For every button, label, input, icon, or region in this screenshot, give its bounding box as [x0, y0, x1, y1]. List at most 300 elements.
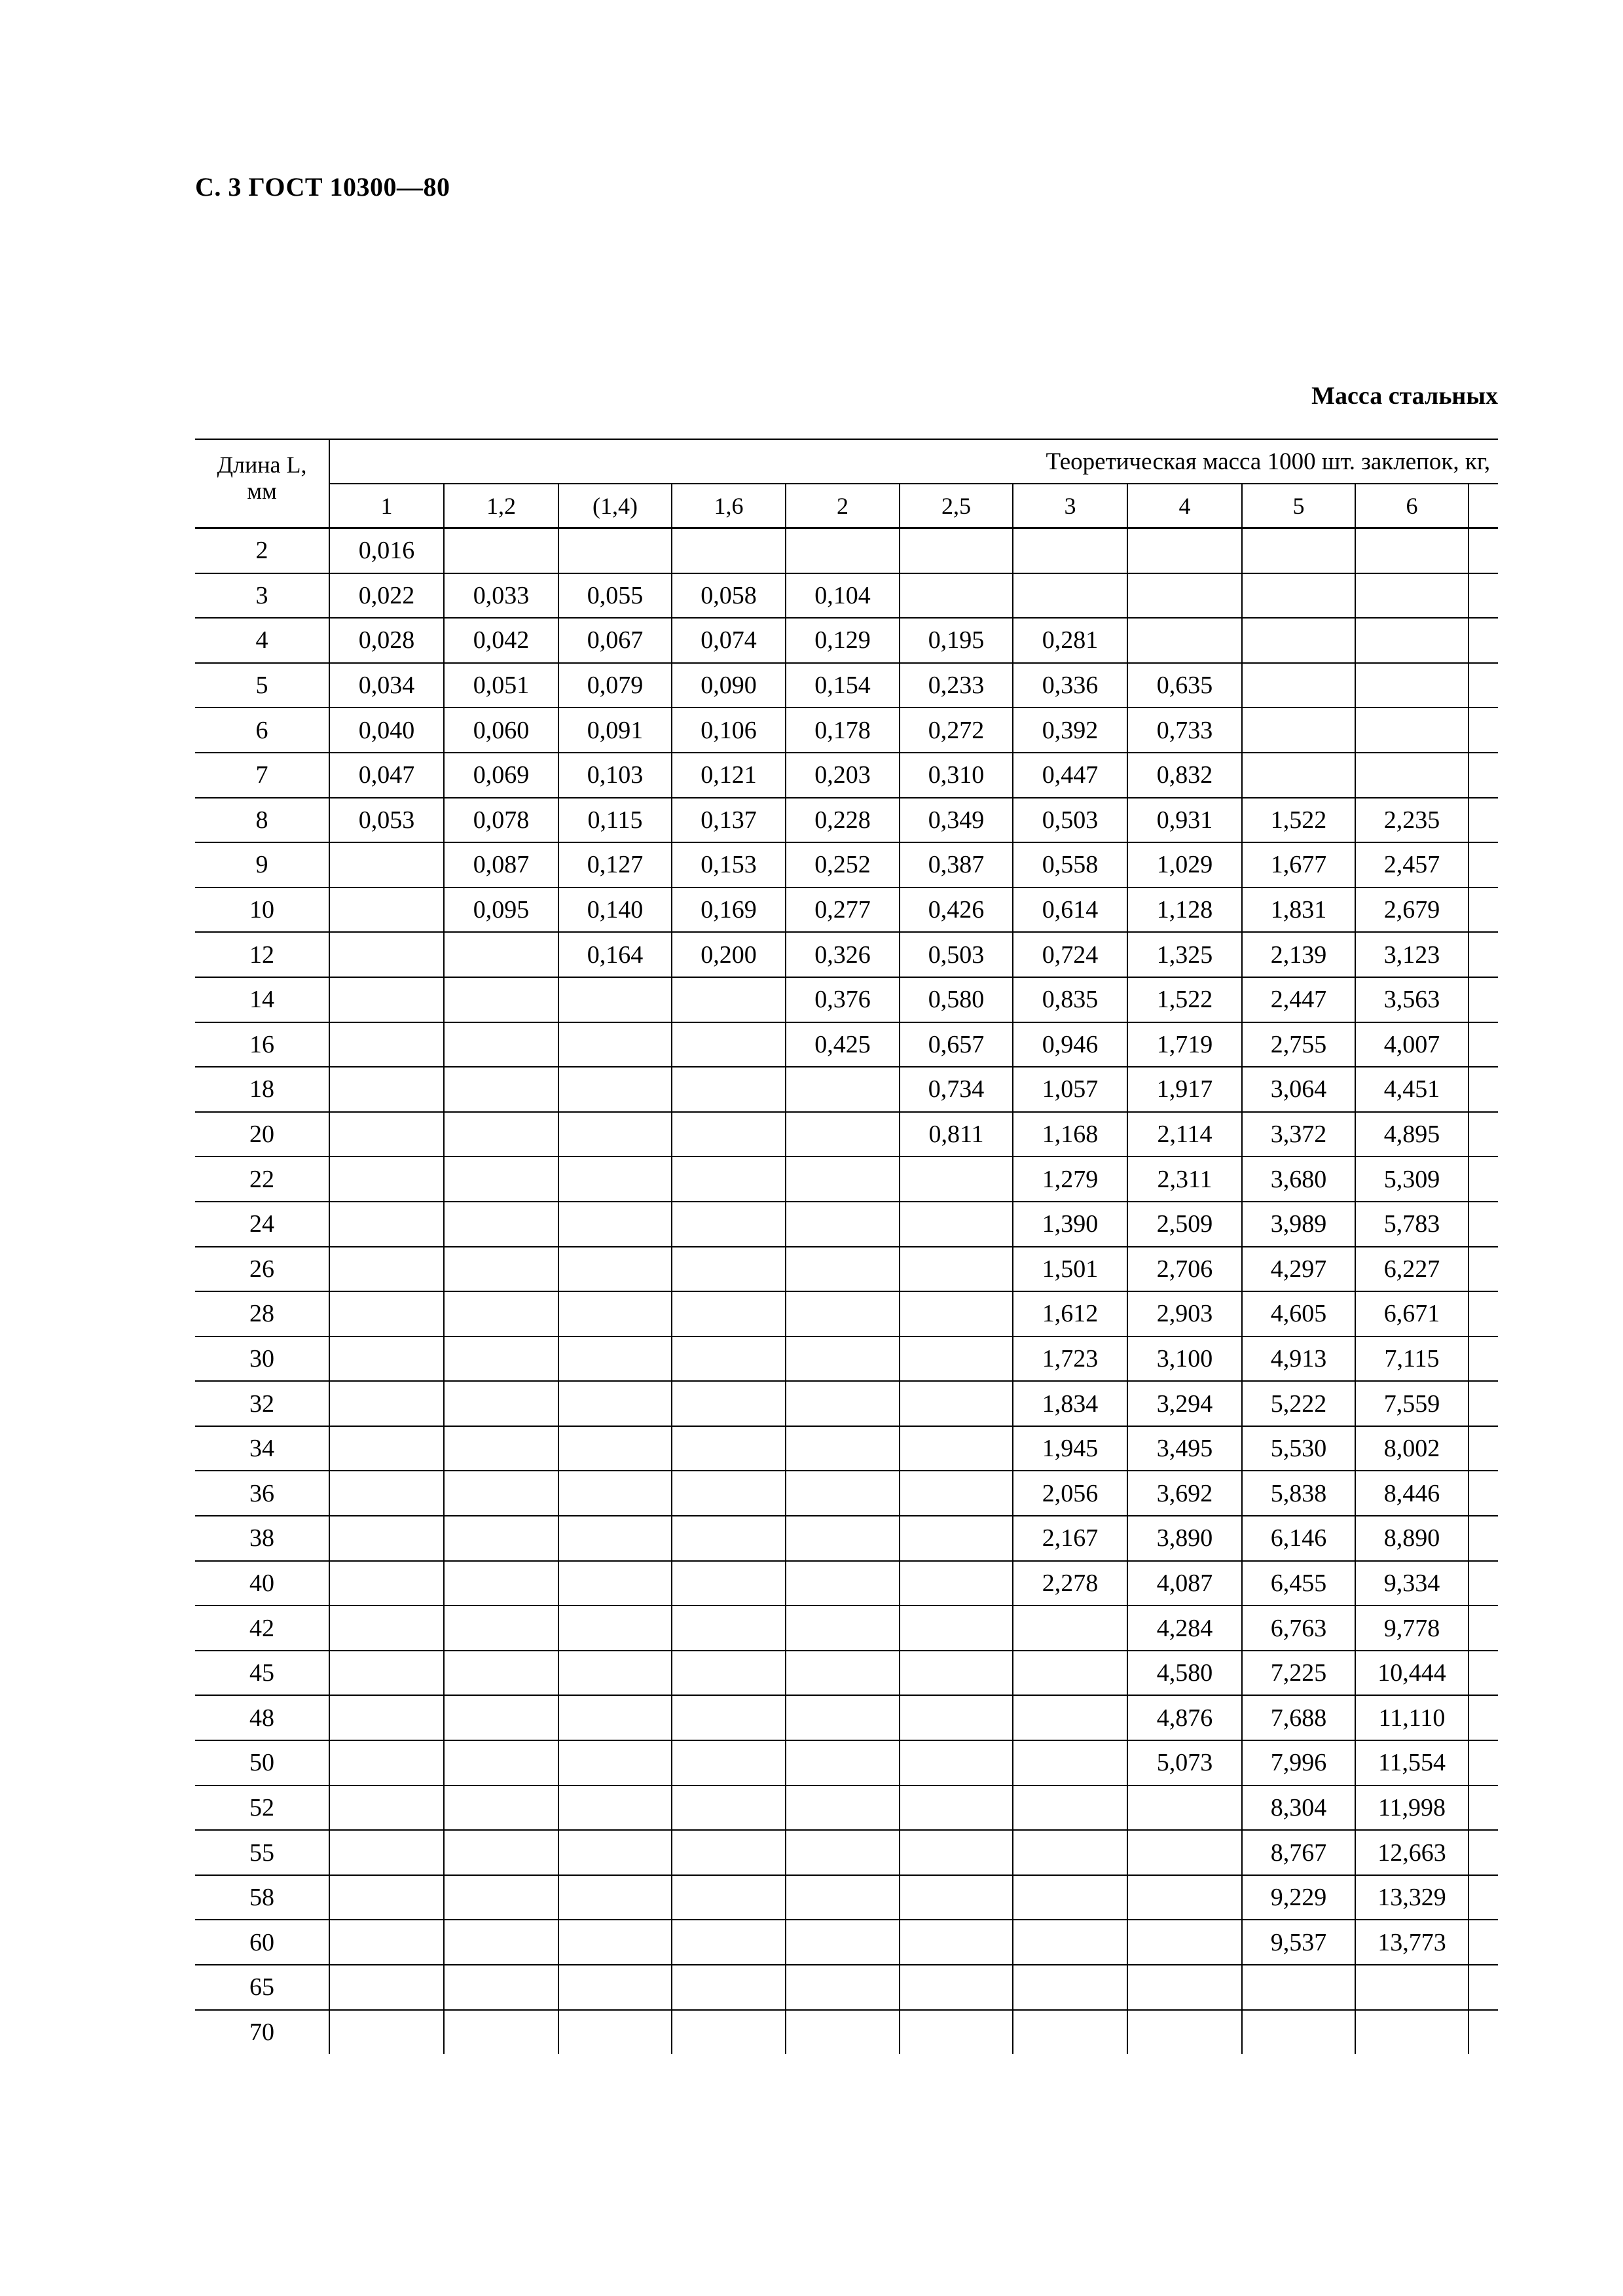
mass-cell: 0,272: [900, 708, 1013, 753]
mass-cell: 0,336: [1013, 663, 1127, 708]
mass-cell: 0,724: [1013, 932, 1127, 977]
mass-cell: [1468, 1022, 1498, 1067]
mass-cell: 8,890: [1355, 1516, 1468, 1561]
mass-cell: [444, 1067, 558, 1112]
mass-cell: 0,040: [329, 708, 444, 753]
mass-cell: [1355, 753, 1468, 798]
length-cell: 5: [195, 663, 329, 708]
mass-cell: [672, 528, 786, 573]
table-row: [195, 618, 1498, 663]
mass-cell: [329, 1381, 444, 1426]
diameter-header-cell: (1,4): [558, 484, 672, 528]
mass-cell: [786, 1651, 900, 1696]
mass-cell: [1013, 573, 1127, 619]
mass-cell: [1468, 1112, 1498, 1157]
mass-cell: 0,931: [1127, 798, 1242, 843]
mass-cell: [329, 1291, 444, 1336]
mass-cell: [1468, 2010, 1498, 2054]
mass-cell: [1127, 1920, 1242, 1965]
mass-cell: [672, 1740, 786, 1785]
mass-cell: 0,153: [672, 842, 786, 888]
length-cell: 48: [195, 1695, 329, 1740]
length-cell: 40: [195, 1561, 329, 1606]
mass-cell: [900, 528, 1013, 573]
mass-cell: [672, 1247, 786, 1292]
mass-cell: 0,074: [672, 618, 786, 663]
mass-cell: [786, 1471, 900, 1516]
mass-cell: [900, 1605, 1013, 1651]
length-cell: 34: [195, 1426, 329, 1471]
mass-cell: 5,530: [1242, 1426, 1355, 1471]
mass-cell: 3,989: [1242, 1202, 1355, 1247]
mass-cell: [1242, 708, 1355, 753]
table-header-row: [195, 439, 1498, 484]
mass-cell: [558, 1605, 672, 1651]
table-row: [195, 1651, 1498, 1696]
length-cell: 36: [195, 1471, 329, 1516]
diameter-header-cell: 1: [329, 484, 444, 528]
mass-cell: [672, 1291, 786, 1336]
mass-cell: 1,390: [1013, 1202, 1127, 1247]
mass-cell: [1013, 1830, 1127, 1875]
mass-cell: [672, 2010, 786, 2054]
mass-cell: [558, 1875, 672, 1920]
mass-cell: [444, 1740, 558, 1785]
mass-cell: [1468, 663, 1498, 708]
mass-cell: [329, 1202, 444, 1247]
mass-cell: [444, 1426, 558, 1471]
mass-cell: [900, 1651, 1013, 1696]
mass-cell: 0,281: [1013, 618, 1127, 663]
length-header-line2: мм: [247, 478, 277, 504]
mass-cell: [1468, 888, 1498, 933]
mass-cell: [558, 1202, 672, 1247]
mass-cell: [900, 1381, 1013, 1426]
mass-cell: [672, 1381, 786, 1426]
mass-cell: [558, 1336, 672, 1382]
mass-cell: 0,503: [900, 932, 1013, 977]
mass-cell: [444, 1785, 558, 1831]
table-row: [195, 1516, 1498, 1561]
mass-cell: [1127, 2010, 1242, 2054]
mass-cell: [1468, 1740, 1498, 1785]
mass-cell: [1468, 573, 1498, 619]
mass-cell: [1468, 1875, 1498, 1920]
mass-cell: [329, 1022, 444, 1067]
mass-cell: [786, 1740, 900, 1785]
table-row: [195, 888, 1498, 933]
mass-cell: 1,719: [1127, 1022, 1242, 1067]
mass-cell: [786, 1247, 900, 1292]
table-row: [195, 1740, 1498, 1785]
mass-cell: [786, 1920, 900, 1965]
mass-cell: [1013, 1965, 1127, 2010]
mass-cell: 11,110: [1355, 1695, 1468, 1740]
mass-cell: 0,203: [786, 753, 900, 798]
mass-cell: 4,876: [1127, 1695, 1242, 1740]
mass-cell: [672, 1426, 786, 1471]
table-row: [195, 1965, 1498, 2010]
mass-cell: 0,033: [444, 573, 558, 619]
length-cell: 50: [195, 1740, 329, 1785]
mass-cell: 4,580: [1127, 1651, 1242, 1696]
mass-cell: [1013, 1785, 1127, 1831]
mass-cell: 1,945: [1013, 1426, 1127, 1471]
mass-cell: 1,128: [1127, 888, 1242, 933]
mass-cell: [672, 1785, 786, 1831]
mass-cell: [1355, 528, 1468, 573]
mass-cell: 5,073: [1127, 1740, 1242, 1785]
mass-cell: [1013, 2010, 1127, 2054]
mass-cell: [444, 977, 558, 1022]
mass-cell: [786, 1381, 900, 1426]
length-cell: 10: [195, 888, 329, 933]
mass-cell: [1013, 1740, 1127, 1785]
diameter-header-cell: 2,5: [900, 484, 1013, 528]
diameter-header-row: [195, 484, 1498, 528]
mass-cell: [444, 1695, 558, 1740]
diameter-header-cell: 1,2: [444, 484, 558, 528]
mass-cell: 1,522: [1127, 977, 1242, 1022]
mass-cell: [672, 1605, 786, 1651]
mass-cell: [329, 977, 444, 1022]
mass-cell: [558, 1022, 672, 1067]
mass-cell: 0,042: [444, 618, 558, 663]
mass-cell: [444, 528, 558, 573]
mass-cell: [1468, 1336, 1498, 1382]
mass-cell: [558, 528, 672, 573]
mass-cell: [1468, 618, 1498, 663]
mass-column-header: Теоретическая масса 1000 шт. заклепок, кг,: [329, 439, 1498, 484]
mass-cell: 0,811: [900, 1112, 1013, 1157]
mass-cell: [786, 1067, 900, 1112]
table-row: [195, 1471, 1498, 1516]
mass-cell: [329, 1740, 444, 1785]
mass-cell: [329, 1067, 444, 1112]
mass-cell: 12,663: [1355, 1830, 1468, 1875]
mass-cell: [329, 1336, 444, 1382]
mass-cell: [900, 1426, 1013, 1471]
mass-cell: 0,252: [786, 842, 900, 888]
mass-cell: [1013, 528, 1127, 573]
mass-cell: [444, 1830, 558, 1875]
mass-cell: 7,688: [1242, 1695, 1355, 1740]
mass-cell: 0,069: [444, 753, 558, 798]
mass-cell: 3,123: [1355, 932, 1468, 977]
mass-cell: 0,091: [558, 708, 672, 753]
mass-cell: [900, 1291, 1013, 1336]
mass-cell: [786, 1516, 900, 1561]
mass-cell: [558, 1291, 672, 1336]
mass-cell: [558, 2010, 672, 2054]
table-row: [195, 1202, 1498, 1247]
length-cell: 2: [195, 528, 329, 573]
mass-cell: [1468, 932, 1498, 977]
length-cell: 8: [195, 798, 329, 843]
mass-cell: 2,447: [1242, 977, 1355, 1022]
table-row: [195, 1426, 1498, 1471]
mass-cell: 5,222: [1242, 1381, 1355, 1426]
mass-cell: 0,832: [1127, 753, 1242, 798]
mass-cell: 0,178: [786, 708, 900, 753]
table-row: [195, 1785, 1498, 1831]
length-cell: 3: [195, 573, 329, 619]
mass-cell: 2,235: [1355, 798, 1468, 843]
mass-cell: [672, 1965, 786, 2010]
mass-cell: [900, 1336, 1013, 1382]
mass-cell: 0,058: [672, 573, 786, 619]
table-row: [195, 842, 1498, 888]
mass-cell: [444, 1561, 558, 1606]
mass-cell: 1,279: [1013, 1157, 1127, 1202]
mass-cell: [444, 1247, 558, 1292]
mass-cell: [672, 1695, 786, 1740]
diameter-header-cell: 4: [1127, 484, 1242, 528]
mass-cell: 4,007: [1355, 1022, 1468, 1067]
mass-cell: [1468, 528, 1498, 573]
mass-cell: [444, 1516, 558, 1561]
mass-cell: [558, 1471, 672, 1516]
table-row: [195, 798, 1498, 843]
mass-cell: [1468, 1561, 1498, 1606]
mass-cell: 4,605: [1242, 1291, 1355, 1336]
mass-cell: [1127, 618, 1242, 663]
mass-cell: [329, 1247, 444, 1292]
diameter-header-cell: 1,6: [672, 484, 786, 528]
mass-cell: [1468, 1247, 1498, 1292]
mass-cell: [1468, 1785, 1498, 1831]
mass-cell: 5,309: [1355, 1157, 1468, 1202]
mass-cell: [558, 1785, 672, 1831]
mass-cell: [900, 1247, 1013, 1292]
mass-cell: 1,612: [1013, 1291, 1127, 1336]
length-cell: 38: [195, 1516, 329, 1561]
mass-cell: 0,310: [900, 753, 1013, 798]
mass-cell: [900, 1695, 1013, 1740]
mass-cell: [558, 1830, 672, 1875]
mass-cell: 8,446: [1355, 1471, 1468, 1516]
mass-cell: 2,509: [1127, 1202, 1242, 1247]
mass-cell: 0,047: [329, 753, 444, 798]
mass-cell: [1013, 1875, 1127, 1920]
mass-cell: [1355, 618, 1468, 663]
mass-cell: [1355, 2010, 1468, 2054]
mass-cell: 0,277: [786, 888, 900, 933]
mass-cell: 1,168: [1013, 1112, 1127, 1157]
mass-cell: 3,692: [1127, 1471, 1242, 1516]
table-row: [195, 1920, 1498, 1965]
mass-cell: 1,325: [1127, 932, 1242, 977]
mass-cell: [329, 1516, 444, 1561]
mass-cell: [786, 2010, 900, 2054]
mass-cell: [672, 1022, 786, 1067]
length-cell: 30: [195, 1336, 329, 1382]
mass-cell: [444, 1336, 558, 1382]
mass-cell: 0,067: [558, 618, 672, 663]
mass-cell: 11,998: [1355, 1785, 1468, 1831]
mass-cell: [558, 1112, 672, 1157]
mass-cell: [1468, 1830, 1498, 1875]
mass-cell: [329, 888, 444, 933]
mass-cell: [900, 1875, 1013, 1920]
mass-cell: 1,834: [1013, 1381, 1127, 1426]
table-row: [195, 977, 1498, 1022]
mass-cell: 1,831: [1242, 888, 1355, 933]
mass-cell: 0,022: [329, 573, 444, 619]
mass-cell: 2,278: [1013, 1561, 1127, 1606]
mass-cell: [900, 1202, 1013, 1247]
mass-cell: [558, 1157, 672, 1202]
table-row: [195, 1605, 1498, 1651]
mass-cell: [672, 1830, 786, 1875]
mass-cell: [672, 1067, 786, 1112]
diameter-header-cell: 5: [1242, 484, 1355, 528]
table-row: [195, 1336, 1498, 1382]
mass-cell: [444, 1471, 558, 1516]
mass-cell: 2,706: [1127, 1247, 1242, 1292]
table-row: [195, 528, 1498, 573]
mass-cell: [900, 1516, 1013, 1561]
mass-cell: 0,387: [900, 842, 1013, 888]
mass-cell: [900, 1965, 1013, 2010]
mass-cell: 7,225: [1242, 1651, 1355, 1696]
table-row: [195, 1022, 1498, 1067]
mass-cell: 0,425: [786, 1022, 900, 1067]
mass-cell: [672, 1336, 786, 1382]
mass-cell: [329, 2010, 444, 2054]
mass-cell: 0,164: [558, 932, 672, 977]
mass-cell: [1355, 1965, 1468, 2010]
mass-cell: [786, 1875, 900, 1920]
length-cell: 45: [195, 1651, 329, 1696]
mass-cell: [672, 1516, 786, 1561]
table-row: [195, 2010, 1498, 2054]
mass-cell: [444, 1291, 558, 1336]
mass-cell: 7,996: [1242, 1740, 1355, 1785]
mass-cell: 0,106: [672, 708, 786, 753]
length-cell: 7: [195, 753, 329, 798]
mass-cell: 1,501: [1013, 1247, 1127, 1292]
mass-cell: 0,349: [900, 798, 1013, 843]
mass-cell: [672, 1112, 786, 1157]
mass-cell: [558, 1247, 672, 1292]
mass-cell: 0,051: [444, 663, 558, 708]
mass-cell: [786, 1426, 900, 1471]
mass-cell: [1242, 528, 1355, 573]
length-cell: 58: [195, 1875, 329, 1920]
mass-cell: [1242, 663, 1355, 708]
length-cell: 12: [195, 932, 329, 977]
diameter-header-cell: [1468, 484, 1498, 528]
mass-cell: 0,200: [672, 932, 786, 977]
mass-cell: 3,890: [1127, 1516, 1242, 1561]
mass-cell: 4,087: [1127, 1561, 1242, 1606]
mass-cell: 2,679: [1355, 888, 1468, 933]
mass-cell: [786, 528, 900, 573]
mass-cell: 6,671: [1355, 1291, 1468, 1336]
mass-cell: 13,329: [1355, 1875, 1468, 1920]
mass-cell: [786, 1695, 900, 1740]
mass-cell: [1468, 1605, 1498, 1651]
length-header-line1: Длина L,: [217, 452, 307, 478]
mass-cell: 0,447: [1013, 753, 1127, 798]
mass-cell: [558, 1561, 672, 1606]
mass-cell: [672, 1920, 786, 1965]
mass-cell: [1355, 663, 1468, 708]
mass-cell: [558, 1651, 672, 1696]
mass-cell: [444, 1875, 558, 1920]
mass-cell: 1,057: [1013, 1067, 1127, 1112]
mass-cell: [444, 932, 558, 977]
mass-cell: [444, 2010, 558, 2054]
mass-cell: [329, 1830, 444, 1875]
mass-cell: 0,079: [558, 663, 672, 708]
mass-cell: [558, 1965, 672, 2010]
mass-cell: 8,304: [1242, 1785, 1355, 1831]
mass-cell: [444, 1157, 558, 1202]
length-cell: 14: [195, 977, 329, 1022]
mass-cell: [1468, 1426, 1498, 1471]
mass-cell: 0,034: [329, 663, 444, 708]
mass-cell: 4,284: [1127, 1605, 1242, 1651]
mass-cell: 3,100: [1127, 1336, 1242, 1382]
table-caption: Масса стальных: [1311, 382, 1498, 410]
table-row: [195, 1247, 1498, 1292]
mass-cell: 0,169: [672, 888, 786, 933]
mass-cell: [786, 1965, 900, 2010]
mass-cell: 0,078: [444, 798, 558, 843]
mass-cell: 0,733: [1127, 708, 1242, 753]
length-cell: 18: [195, 1067, 329, 1112]
mass-cell: [786, 1291, 900, 1336]
length-cell: 4: [195, 618, 329, 663]
mass-cell: 3,563: [1355, 977, 1468, 1022]
mass-cell: 0,426: [900, 888, 1013, 933]
mass-cell: 0,195: [900, 618, 1013, 663]
mass-cell: 3,064: [1242, 1067, 1355, 1112]
mass-cell: [329, 1785, 444, 1831]
mass-cell: [1127, 528, 1242, 573]
mass-cell: [1127, 1965, 1242, 2010]
mass-cell: [329, 1965, 444, 2010]
table-row: [195, 1695, 1498, 1740]
mass-cell: [329, 1426, 444, 1471]
mass-cell: 1,723: [1013, 1336, 1127, 1382]
mass-cell: 2,114: [1127, 1112, 1242, 1157]
mass-cell: [672, 1875, 786, 1920]
mass-cell: 0,127: [558, 842, 672, 888]
mass-cell: [1355, 573, 1468, 619]
mass-cell: [1468, 842, 1498, 888]
mass-cell: [900, 1920, 1013, 1965]
mass-cell: [1127, 1875, 1242, 1920]
mass-cell: [558, 1426, 672, 1471]
mass-cell: [672, 1651, 786, 1696]
mass-cell: 0,835: [1013, 977, 1127, 1022]
mass-cell: 0,376: [786, 977, 900, 1022]
length-cell: 6: [195, 708, 329, 753]
mass-cell: [1355, 708, 1468, 753]
mass-cell: [786, 1112, 900, 1157]
mass-cell: 0,103: [558, 753, 672, 798]
mass-cell: [1127, 1785, 1242, 1831]
mass-cell: [329, 1112, 444, 1157]
mass-cell: [672, 1471, 786, 1516]
mass-cell: [558, 1920, 672, 1965]
mass-cell: [1468, 1291, 1498, 1336]
table-row: [195, 753, 1498, 798]
mass-cell: 0,055: [558, 573, 672, 619]
